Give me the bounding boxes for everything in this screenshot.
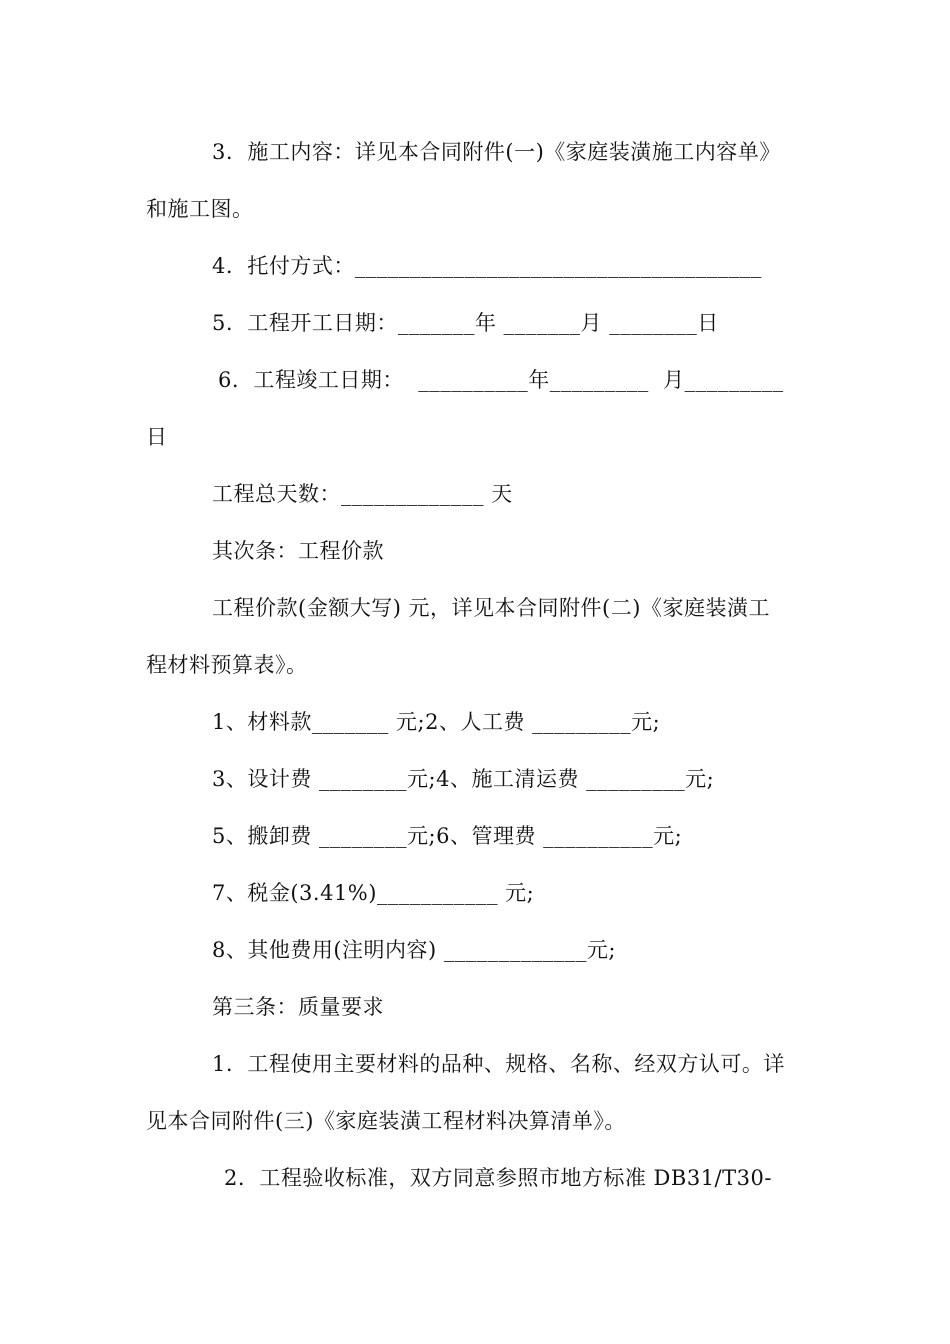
fee-line-7: 7、税金(3.41%)___________ 元; — [212, 881, 535, 905]
clause-3-2-line-1: 2. 工程验收标准，双方同意参照市地方标准 DB31/T30- — [224, 1166, 772, 1190]
fee-line-1-2: 1、材料款_______ 元;2、人工费 _________元; — [212, 710, 661, 734]
clause-1-6-line-2: 日 — [146, 425, 168, 449]
clause-3-1-line-2: 见本合同附件(三)《家庭装潢工程材料决算清单》。 — [146, 1109, 626, 1133]
article-2-heading: 其次条：工程价款 — [212, 539, 384, 563]
article-3-heading: 第三条：质量要求 — [212, 995, 384, 1019]
clause-1-3-line-1: 3. 施工内容：详见本合同附件(一)《家庭装潢施工内容单》 — [212, 140, 781, 164]
clause-1-3-line-2: 和施工图。 — [146, 197, 254, 221]
fee-line-8: 8、其他费用(注明内容) _____________元; — [212, 938, 616, 962]
article-2-price-line-1: 工程价款(金额大写) 元，详见本合同附件(二)《家庭装潢工 — [212, 596, 770, 620]
clause-1-4-line: 4. 托付方式：_____________________________________ — [212, 254, 762, 278]
clause-1-6-line-1: 6. 工程竣工日期： __________年_________ 月_________ — [218, 368, 784, 392]
article-2-price-line-2: 程材料预算表》。 — [146, 653, 308, 677]
fee-line-3-4: 3、设计费 ________元;4、施工清运费 _________元; — [212, 767, 715, 791]
total-days-line: 工程总天数：_____________ 天 — [212, 482, 513, 506]
clause-1-5-line: 5. 工程开工日期：_______年 _______月 ________日 — [212, 311, 719, 335]
clause-3-1-line-1: 1. 工程使用主要材料的品种、规格、名称、经双方认可。详 — [212, 1052, 785, 1076]
fee-line-5-6: 5、搬卸费 ________元;6、管理费 __________元; — [212, 824, 683, 848]
